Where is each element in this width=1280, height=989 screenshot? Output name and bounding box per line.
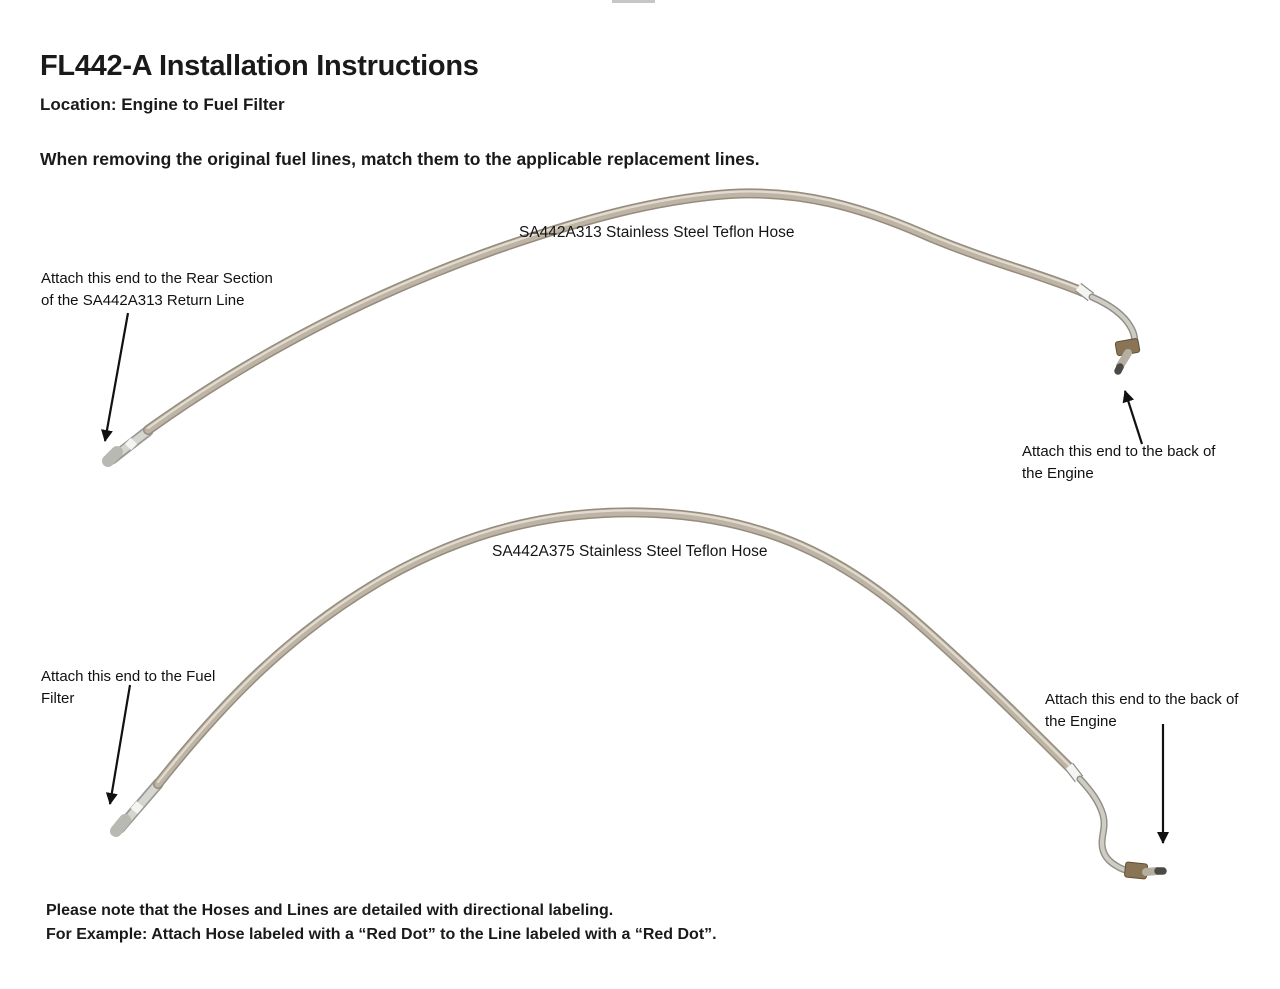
- annotation-line: the Engine: [1022, 464, 1094, 482]
- hose2-photo: [116, 510, 1163, 879]
- annotation-line: Attach this end to the back of: [1045, 691, 1239, 708]
- hose1-right-annotation: [1022, 441, 1215, 484]
- annotation-line: Filter: [41, 689, 75, 707]
- intro-instruction: When removing the original fuel lines, match them to the applicable replacement lines.: [40, 149, 760, 169]
- arrow-hose1-left: [105, 313, 128, 441]
- hose1-label: SA442A313 Stainless Steel Teflon Hose: [519, 224, 795, 241]
- hose2-right-annotation: [1045, 689, 1238, 732]
- annotation-line: the Engine: [1045, 712, 1117, 730]
- annotation-line: of the SA442A313 Return Line: [41, 291, 245, 309]
- hose2-fitting-tip: [1146, 871, 1163, 872]
- hose1-left-annotation: [41, 268, 273, 311]
- arrow-hose1-right: [1125, 391, 1142, 444]
- top-edge-artifact: [612, 0, 655, 3]
- location-subtitle: Location: Engine to Fuel Filter: [40, 95, 285, 114]
- annotation-line: Attach this end to the Rear Section: [41, 270, 273, 287]
- annotation-line: Attach this end to the Fuel: [41, 668, 216, 685]
- page-title: FL442-A Installation Instructions: [40, 50, 479, 82]
- annotation-line: Attach this end to the back of: [1022, 443, 1216, 460]
- note-line: For Example: Attach Hose labeled with a “Red Dot” to the Line labeled with a “Red Dot”.: [46, 925, 717, 943]
- hose1-left-fitting: [108, 431, 148, 461]
- hose2-label: SA442A375 Stainless Steel Teflon Hose: [492, 543, 768, 560]
- hose2-left-fitting: [116, 784, 158, 831]
- hose2-engine-tube: [1080, 779, 1132, 871]
- directional-labeling-note: [46, 899, 717, 946]
- hose2-left-annotation: [41, 666, 215, 709]
- note-line: Please note that the Hoses and Lines are detailed with directional labeling.: [46, 902, 614, 919]
